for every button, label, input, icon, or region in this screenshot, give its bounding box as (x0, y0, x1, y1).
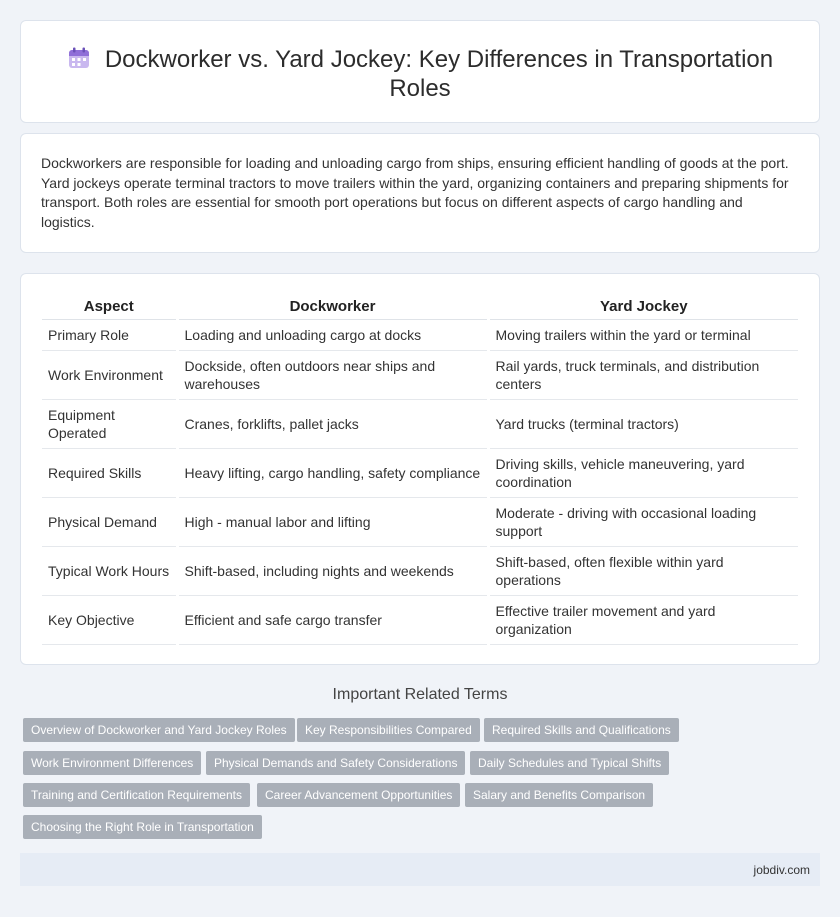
related-term-tag[interactable]: Required Skills and Qualifications (484, 718, 679, 742)
dockworker-cell: High - manual labor and lifting (177, 498, 488, 547)
related-term-tag[interactable]: Choosing the Right Role in Transportation (23, 815, 262, 839)
related-term-tag[interactable]: Key Responsibilities Compared (297, 718, 480, 742)
table-row (42, 449, 798, 498)
dockworker-cell: Efficient and safe cargo transfer (177, 596, 488, 645)
footer (20, 853, 820, 886)
table-row (42, 596, 798, 645)
aspect-cell: Typical Work Hours (42, 547, 177, 596)
related-term-tag[interactable]: Training and Certification Requirements (23, 783, 250, 807)
dockworker-cell: Heavy lifting, cargo handling, safety compliance (177, 449, 488, 498)
dockworker-cell: Dockside, often outdoors near ships and warehouses (177, 351, 488, 400)
title-text: Dockworker vs. Yard Jockey: Key Differences in Transportation Roles (104, 46, 774, 102)
dockworker-cell: Shift-based, including nights and weekends (177, 547, 488, 596)
table-row (42, 498, 798, 547)
column-header: Aspect (42, 294, 177, 320)
yard-jockey-cell: Moderate - driving with occasional loading support (488, 498, 798, 547)
column-header: Dockworker (177, 294, 488, 320)
table-row (42, 351, 798, 400)
comparison-card (20, 273, 820, 665)
yard-jockey-cell: Rail yards, truck terminals, and distribution centers (488, 351, 798, 400)
related-term-tag[interactable]: Daily Schedules and Typical Shifts (470, 751, 669, 775)
yard-jockey-cell: Effective trailer movement and yard organization (488, 596, 798, 645)
intro-paragraph: Dockworkers are responsible for loading and unloading cargo from ships, ensuring efficient handling of goods at the port. Yard jockeys operate terminal tractors to move trailers within the yard, organizing containers and preparing shipments for transport. Both roles are essential for smooth port operations but focus on different aspects of cargo handling and logistics. (41, 155, 789, 230)
table-row (42, 400, 798, 449)
aspect-cell: Required Skills (42, 449, 177, 498)
aspect-cell: Work Environment (42, 351, 177, 400)
header-card (20, 20, 820, 123)
related-term-tag[interactable]: Physical Demands and Safety Considerations (206, 751, 465, 775)
footer-site-link[interactable]: jobdiv.com (753, 863, 810, 877)
related-term-tag[interactable]: Salary and Benefits Comparison (465, 783, 653, 807)
related-term-tag[interactable]: Career Advancement Opportunities (257, 783, 460, 807)
comparison-table (42, 294, 798, 645)
yard-jockey-cell: Yard trucks (terminal tractors) (488, 400, 798, 449)
aspect-cell: Equipment Operated (42, 400, 177, 449)
calendar-icon (67, 46, 91, 70)
table-row (42, 320, 798, 351)
yard-jockey-cell: Moving trailers within the yard or terminal (488, 320, 798, 351)
page-title (61, 45, 779, 103)
dockworker-cell: Cranes, forklifts, pallet jacks (177, 400, 488, 449)
related-terms-title: Important Related Terms (332, 686, 508, 703)
aspect-cell: Physical Demand (42, 498, 177, 547)
table-header-row (42, 294, 798, 320)
column-header: Yard Jockey (488, 294, 798, 320)
aspect-cell: Key Objective (42, 596, 177, 645)
intro-card (20, 133, 820, 253)
related-term-tag[interactable]: Work Environment Differences (23, 751, 201, 775)
yard-jockey-cell: Shift-based, often flexible within yard operations (488, 547, 798, 596)
dockworker-cell: Loading and unloading cargo at docks (177, 320, 488, 351)
aspect-cell: Primary Role (42, 320, 177, 351)
table-row (42, 547, 798, 596)
related-term-tag[interactable]: Overview of Dockworker and Yard Jockey Roles (23, 718, 295, 742)
yard-jockey-cell: Driving skills, vehicle maneuvering, yard coordination (488, 449, 798, 498)
